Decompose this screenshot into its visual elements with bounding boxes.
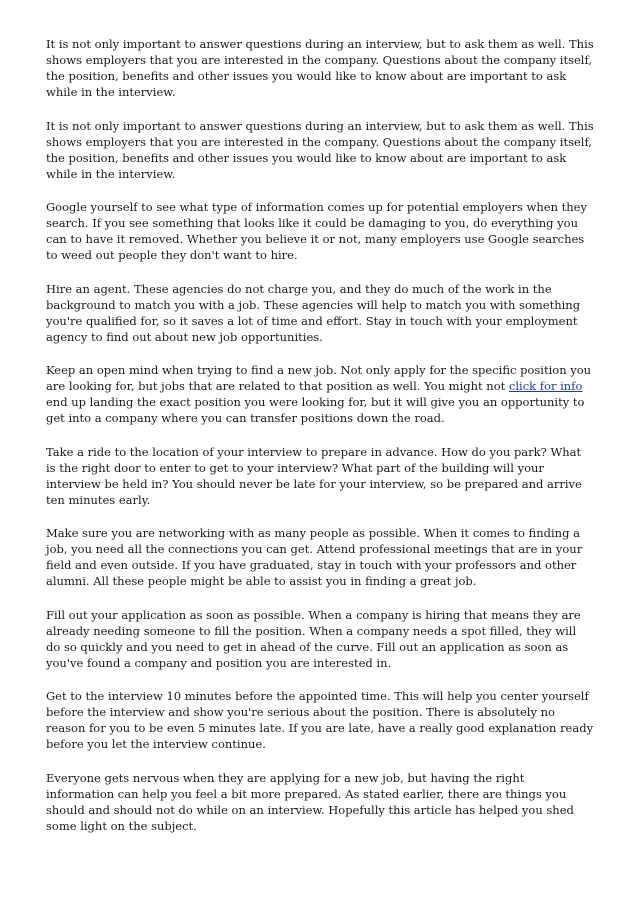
document-page — [46, 36, 594, 851]
click-for-info-link[interactable]: click for info — [508, 379, 583, 393]
paragraph-9: Get to the interview 10 minutes before the appointed time. This will help you center yourself before the interview and show you're serious about the position. There is absolutely no reason for you to be even 5 minutes late. If you are late, have a really good explanation ready before you let the interview continue. — [46, 689, 594, 751]
paragraph-5-with-link — [46, 362, 594, 426]
paragraph-8: Fill out your application as soon as possible. When a company is hiring that means they are already needing someone to fill the position. When a company needs a spot filled, they will do so quickly and you need to get in ahead of the curve. Fill out an application as soon as you've found a company and position you are interested in. — [46, 607, 581, 670]
paragraph-5-text-after: end up landing the exact position you were looking for, but it will give you an opportunity to get into a company where you can transfer positions down the road. — [46, 395, 585, 425]
paragraph-3: Google yourself to see what type of information comes up for potential employers when they search. If you see something that looks like it could be damaging to you, do everything you can to have it removed. Whether you believe it or not, many employers use Google searches to weed out people they don't want to hire. — [46, 200, 587, 262]
paragraph-7: Make sure you are networking with as many people as possible. When it comes to finding a job, you need all the connections you can get. Attend professional meetings that are in your field and even outside. If you have graduated, stay in touch with your professors and other alumni. All these people might be able to assist you in finding a great job. — [46, 526, 583, 588]
paragraph-2: It is not only important to answer questions during an interview, but to ask them as well. This shows employers that you are interested in the company. Questions about the company itself, the position, benefits and other issues you would like to know about are important to ask while in the interview. — [46, 118, 594, 181]
paragraph-10: Everyone gets nervous when they are applying for a new job, but having the right information can help you feel a bit more prepared. As stated earlier, there are things you should and should not do while on an interview. Hopefully this article has helped you shed some light on the subject. — [46, 770, 574, 833]
paragraph-5-text-before: Keep an open mind when trying to find a new job. Not only apply for the specific position you are looking for, but jobs that are related to that position as well. You might not — [46, 363, 592, 393]
paragraph-6: Take a ride to the location of your interview to prepare in advance. How do you park? What is the right door to enter to get to your interview? What part of the building will your interview be held in? You should never be late for your interview, so be prepared and arrive ten minutes early. — [46, 444, 582, 507]
paragraph-4: Hire an agent. These agencies do not charge you, and they do much of the work in the background to match you with a job. These agencies will help to match you with something you're qualified for, so it saves a lot of time and effort. Stay in touch with your employment agency to find out about new job opportunities. — [46, 281, 581, 344]
paragraph-1: It is not only important to answer questions during an interview, but to ask them as well. This shows employers that you are interested in the company. Questions about the company itself, the position, benefits and other issues you would like to know about are important to ask while in the interview. — [46, 37, 594, 99]
